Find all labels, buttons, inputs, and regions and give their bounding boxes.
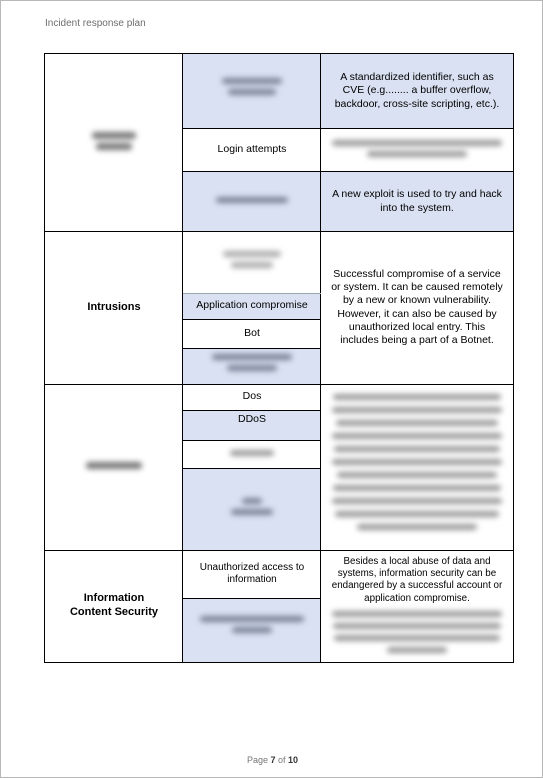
table-divider: [182, 54, 183, 662]
table-divider: [45, 231, 513, 232]
category-cell-1: [45, 54, 183, 231]
sub-cell-blurred-1: [183, 54, 321, 128]
description-info-security-text: Besides a local abuse of data and systems, information security can be endangered by a successful account or application compromise.: [331, 556, 503, 604]
table-divider: [45, 550, 513, 551]
sub-cell-application-compromise: Application compromise: [183, 293, 321, 319]
sub-cell-unauthorized-access: Unauthorized access to information: [199, 561, 305, 585]
sub-cell-blurred-6: [183, 468, 321, 550]
table-divider: [183, 171, 513, 172]
header-title: Incident response plan: [45, 18, 146, 29]
category-label: Information Content Security: [69, 592, 158, 618]
sub-cell-blurred-3: [183, 231, 321, 293]
table-divider: [183, 468, 321, 469]
description-exploit: A new exploit is used to try and hack into the system.: [321, 172, 513, 231]
incident-table: [44, 53, 514, 663]
sub-cell-blurred-2: [183, 172, 321, 231]
table-divider: [45, 384, 513, 385]
description-cve: A standardized identifier, such as CVE (e.g........ a buffer overflow, backdoor, cross-site scripting, etc.).: [321, 54, 513, 128]
sub-cell-blurred-4: [183, 348, 321, 384]
table-divider: [183, 440, 321, 441]
table-divider: [183, 348, 321, 349]
table-divider: [183, 293, 321, 294]
sub-cell-blurred-7: [183, 598, 321, 662]
sub-cell-dos: Dos: [242, 390, 262, 403]
table-divider: [183, 319, 321, 320]
sub-cell-bot: Bot: [244, 326, 260, 339]
category-information-content-security: [45, 550, 183, 662]
description-blurred-1: [321, 128, 513, 172]
sub-cell-ddos: DDoS: [183, 410, 321, 440]
table-divider: [183, 128, 513, 129]
description-blurred-2: [321, 384, 513, 550]
description-intrusions: Successful compromise of a service or system. It can be caused remotely by a new or known vulnerability. However, it can also be caused by unauthorized local entry. This includes being a part of a Botnet.: [331, 268, 503, 346]
category-intrusions: Intrusions: [87, 300, 141, 313]
table-divider: [320, 54, 321, 662]
table-divider: [183, 598, 321, 599]
page-of-label: of: [275, 755, 289, 765]
sub-cell-login-attempts: Login attempts: [217, 143, 287, 156]
page-footer: [1, 755, 543, 765]
description-info-security: [321, 550, 513, 662]
page-total: 10: [288, 755, 299, 765]
page-label: Page: [246, 755, 271, 765]
blurred-category-1: [83, 132, 145, 154]
sub-cell-blurred-5: [183, 440, 321, 468]
category-cell-3: [45, 384, 183, 550]
page-current: 7: [270, 755, 276, 765]
table-divider: [183, 410, 321, 411]
